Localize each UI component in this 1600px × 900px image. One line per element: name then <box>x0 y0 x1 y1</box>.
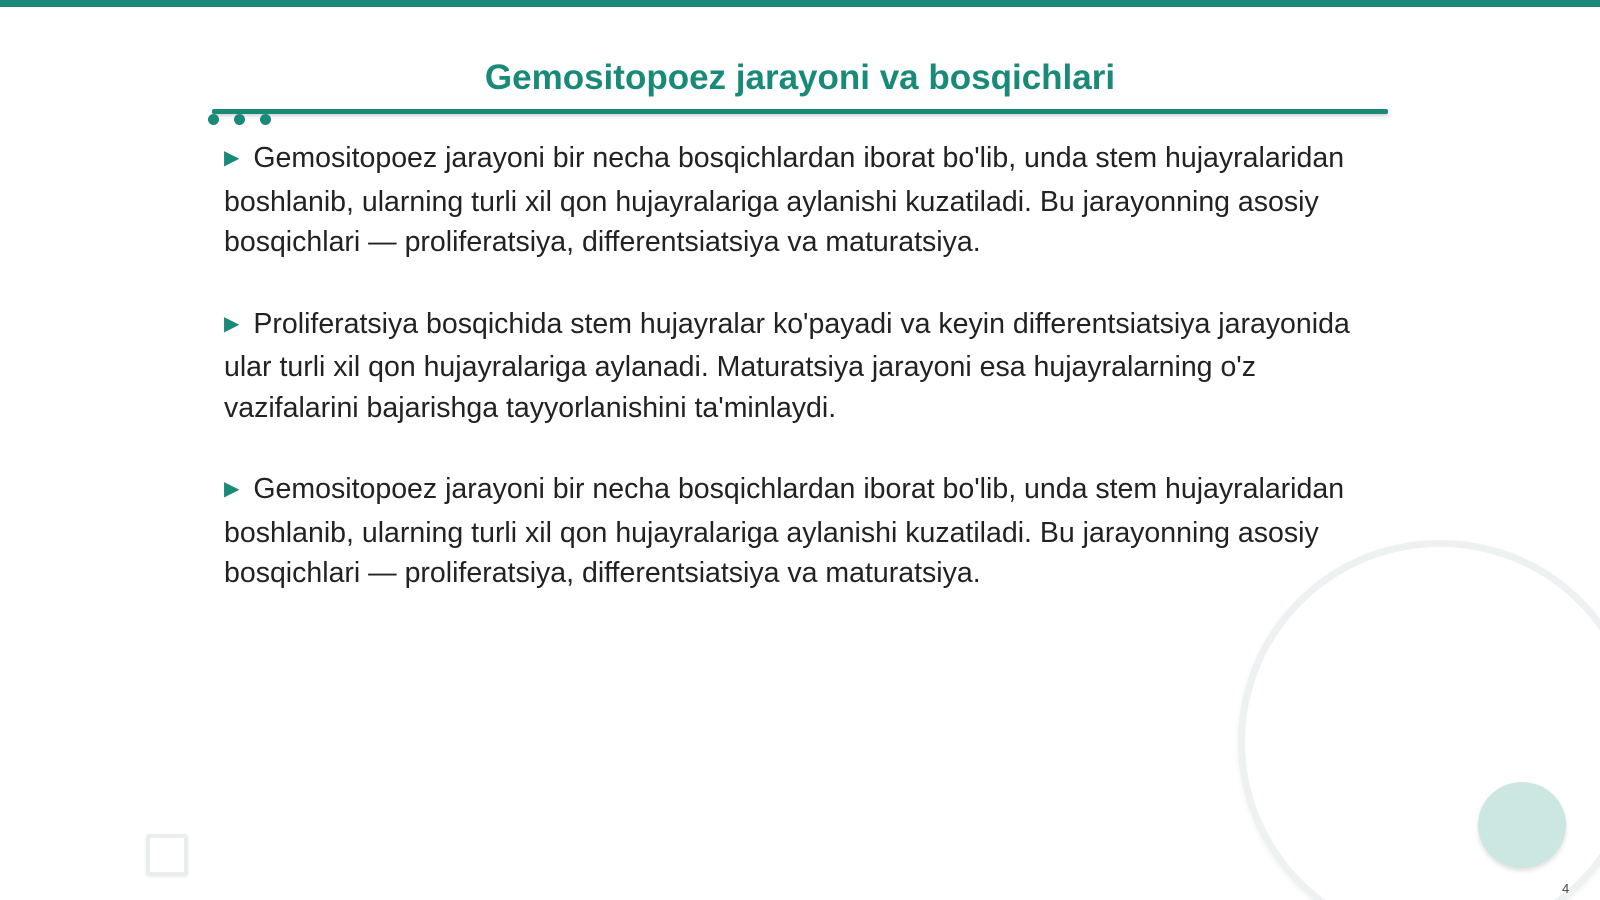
slide-title: Gemositopoez jarayoni va bosqichlari <box>484 58 1116 97</box>
triangle-right-icon: ▶ <box>224 312 240 335</box>
bullet-item <box>224 469 1354 594</box>
top-accent-bar <box>0 0 1600 7</box>
decorative-dot <box>234 114 245 125</box>
decorative-circle-filled <box>1478 782 1566 868</box>
bullet-text: Gemositopoez jarayoni bir necha bosqichlardan iborat bo'lib, unda stem hujayralaridan boshlanib, ularning turli xil qon hujayralariga aylanishi kuzatiladi. Bu jarayonning asosiy bosqichlari — proliferatsiya, differentsiatsiya va maturatsiya. <box>224 473 1345 589</box>
bullet-item <box>224 138 1354 263</box>
bullet-item <box>224 304 1354 429</box>
decorative-square-outline <box>146 834 188 876</box>
bullet-text: Gemositopoez jarayoni bir necha bosqichlardan iborat bo'lib, unda stem hujayralaridan boshlanib, ularning turli xil qon hujayralariga aylanishi kuzatiladi. Bu jarayonning asosiy bosqichlari — proliferatsiya, differentsiatsiya va maturatsiya. <box>224 142 1345 258</box>
decorative-dot <box>260 114 271 125</box>
page-number: 4 <box>1562 881 1570 896</box>
bullet-list <box>224 138 1354 635</box>
title-underline <box>212 109 1388 114</box>
bullet-text: Proliferatsiya bosqichida stem hujayralar ko'payadi va keyin differentsiatsiya jarayonida ular turli xil qon hujayralariga aylanadi. Maturatsiya jarayoni esa hujayralarning o'z vazifalarini bajarishga tayyorlanishini ta'minlaydi. <box>224 307 1350 424</box>
triangle-right-icon: ▶ <box>224 478 240 500</box>
triangle-right-icon: ▶ <box>224 147 240 169</box>
decorative-dot <box>208 114 219 125</box>
